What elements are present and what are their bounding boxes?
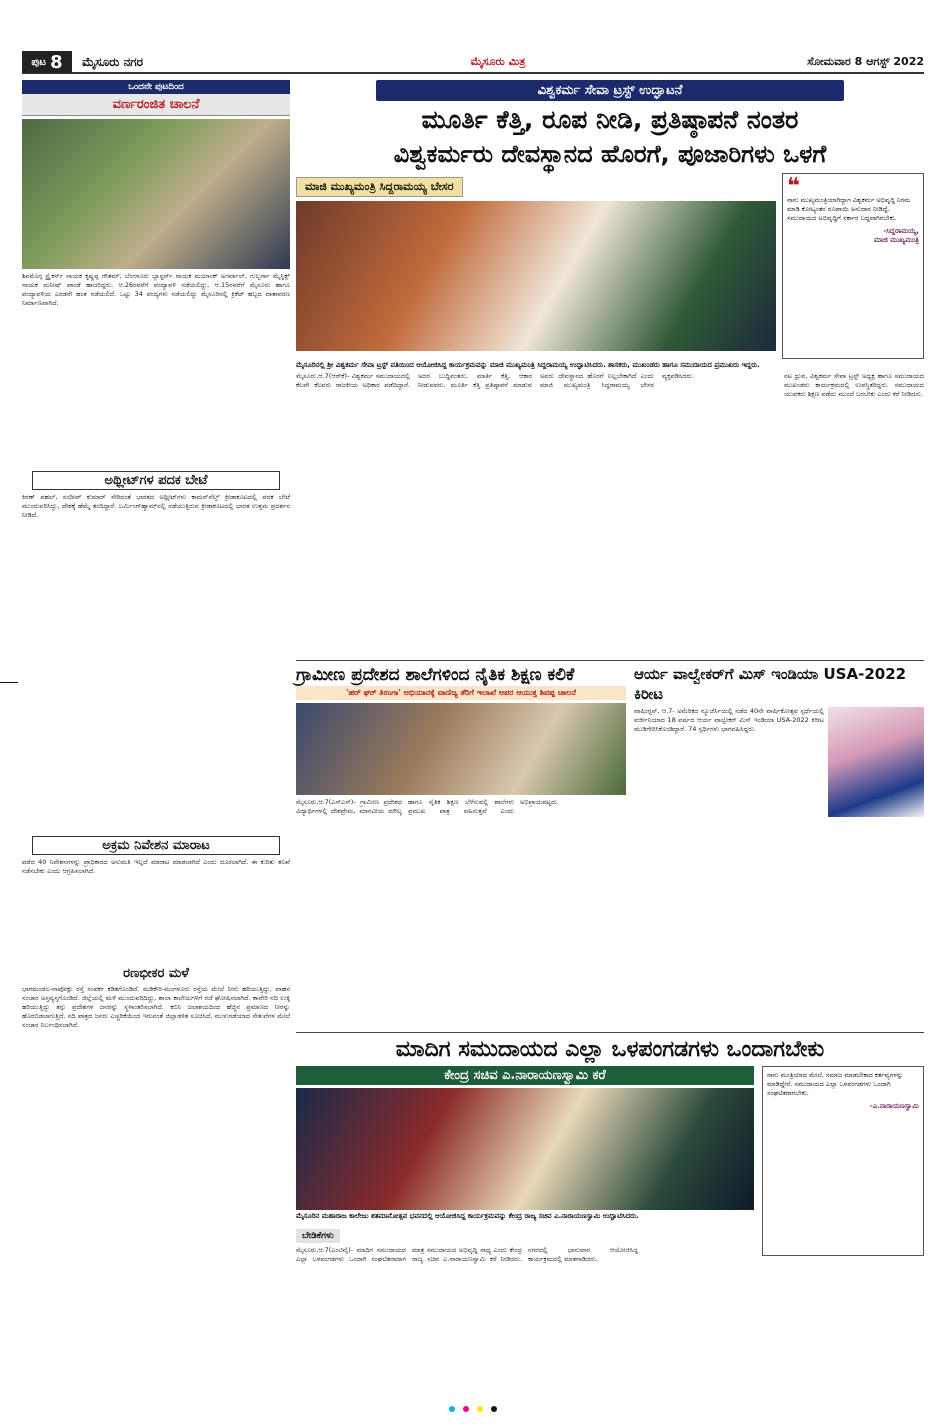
paper-name: ಮೈಸೂರು ಮಿತ್ರ	[470, 55, 526, 68]
left-text-4: ಭಾಗಮಂಡಲ-ನಾಪೋಕ್ಲು ರಸ್ತೆ ಸಂಪರ್ಕ ಕಡಿತಗೊಂಡಿದೆ. ಮಡಿಕೇರಿ-ಮಂಗಳೂರು ರಸ್ತೆಯ ಮೇಲೆ ನೀರು ಹರಿಯುತ್ತಿದ್ದು, ವಾಹನ ಸಂಚಾರ ಅಸ್ತವ್ಯಸ್ತಗೊಂಡಿದೆ. ಜಿಲ್ಲೆಯಲ್ಲಿ ಮಳೆ ಮುಂದುವರಿದಿದ್ದು, ಶಾಲಾ ಕಾಲೇಜುಗಳಿಗೆ ರಜೆ ಘೋಷಿಸಲಾಗಿದೆ. ಕಾವೇರಿ ನದಿ ಉಕ್ಕಿ ಹರಿಯುತ್ತಿದ್ದು ತಗ್ಗು ಪ್ರದೇಶಗಳ ಜನರನ್ನು ಸ್ಥಳಾಂತರಿಸಲಾಗಿದೆ. ಕಬಿನಿ ಜಲಾಶಯದಿಂದ ಹೆಚ್ಚಿನ ಪ್ರಮಾಣದ ನೀರನ್ನು ಹೊರಬಿಡಲಾಗುತ್ತಿದೆ. ನದಿ ಪಾತ್ರದ ಜನರು ಎಚ್ಚರಿಕೆಯಿಂದ ಇರುವಂತೆ ಜಿಲ್ಲಾಡಳಿತ ಸೂಚಿಸಿದೆ. ಮುಳುಗಡೆಯಾದ ಸೇತುವೆಗಳ ಮೇಲೆ ಸಂಚಾರ ನಿರ್ಬಂಧಿಸಲಾಗಿದೆ.	[22, 985, 290, 1029]
magenta-dot-icon	[463, 1406, 469, 1412]
event-stage-photo	[296, 1088, 754, 1210]
page-tag	[22, 51, 72, 73]
story4-quote-text: ನಾನು ಮಂತ್ರಿಯಾದ ಮೇಲೆ, ಸಮಾಜ ಮಾಡಬೇಕಾದ ಕರ್ತವ್ಯಗಳನ್ನು ಮಾಡಿದ್ದೇನೆ. ಸಮುದಾಯದ ಎಲ್ಲಾ ಒಳಪಂಗಡಗಳು ಒಂದಾಗಿ ಸಂಘಟಿತರಾಗಬೇಕು.	[767, 1071, 904, 1097]
story4-quote-box	[762, 1066, 924, 1256]
quote-box	[782, 173, 924, 359]
left-subhead-3: ರಣಭೀಕರ ಮಳೆ	[123, 966, 189, 981]
main-headline-line1: ಮೂರ್ತಿ ಕೆತ್ತಿ, ರೂಪ ನೀಡಿ, ಪ್ರತಿಷ್ಠಾಪನೆ ನಂತರ	[421, 105, 799, 134]
story3-headline: ಆರ್ಯ ವಾಲ್ವೇಕರ್‌ಗೆ ಮಿಸ್ ಇಂಡಿಯಾ USA-2022 ಕಿರೀಟ	[634, 665, 907, 703]
cricket-photo	[22, 119, 290, 269]
left-text-3: ಪಡೆದ 40 ನಿವೇಶನಗಳನ್ನು ಪ್ರಾಧಿಕಾರದ ಅನುಮತಿ ಇಲ್ಲದೆ ಮಾರಾಟ ಮಾಡಲಾಗಿದೆ ಎಂದು ದೂರಲಾಗಿದೆ. ಈ ಕುರಿತು ತನಿಖೆ ನಡೆಸಬೇಕು ಎಂದು ಆಗ್ರಹಿಸಲಾಗಿದೆ.	[22, 858, 290, 875]
margin-tick	[0, 682, 18, 683]
page-number: 8	[50, 51, 63, 73]
story4-headline: ಮಾದಿಗ ಸಮುದಾಯದ ಎಲ್ಲಾ ಒಳಪಂಗಡಗಳು ಒಂದಾಗಬೇಕು	[395, 1037, 825, 1062]
quote-mark-icon: ❝	[787, 174, 800, 199]
section-name: ಮೈಸೂರು ನಗರ	[82, 54, 144, 69]
cyan-dot-icon	[449, 1406, 455, 1412]
story2-headline: ಗ್ರಾಮೀಣ ಪ್ರದೇಶದ ಶಾಲೆಗಳಿಂದ ನೈತಿಕ ಶಿಕ್ಷಣ ಕಲಿಕೆ	[296, 665, 575, 685]
left-text-1: ಶಿವಮೊಗ್ಗ ಸ್ಟ್ರೈಕರ್ಸ್ ನಾಯಕ ಕೃಷ್ಣಪ್ಪ ಗೌತಮ್, ಬೆಂಗಳೂರು ಬ್ಲಾಸ್ಟರ್ಸ್ ನಾಯಕ ಮಯಾಂಕ್ ಅಗರ್ವಾಲ್, ಗುಲ್ಬರ್ಗಾ ಮೈಸ್ಟಿಕ್ಸ್ ನಾಯಕ ಮನೀಷ್ ಪಾಂಡೆ ಹಾಜರಿದ್ದರು. ಆ.26ರವರೆಗೆ ಪಂದ್ಯಾವಳಿ ನಡೆಯಲಿದ್ದು, ಆ.15ರವರೆಗೆ ಮೈಸೂರು ಹಾಗೂ ಪಂದ್ಯಾವಳಿಯ ಎರಡನೇ ಹಂತ ನಡೆಯಲಿದೆ. ಒಟ್ಟು 34 ಪಂದ್ಯಗಳು ನಡೆಯಲಿದ್ದು ಮೈಸೂರಿನಲ್ಲಿ ಕ್ರಿಕೆಟ್ ಹಬ್ಬದ ವಾತಾವರಣ ನಿರ್ಮಾಣವಾಗಿದೆ.	[22, 272, 290, 307]
main-kicker: ವಿಶ್ವಕರ್ಮ ಸೇವಾ ಟ್ರಸ್ಟ್ ಉದ್ಘಾಟನೆ	[376, 80, 844, 101]
quote-signature-name: -ಸಿದ್ದರಾಮಯ್ಯ,	[883, 227, 919, 235]
story2-strap: 'ಹರ್ ಘರ್ ತಿರಂಗಾ' ಅಭಿಯಾನಕ್ಕೆ ವಾಣಿಜ್ಯ ತೆರಿಗೆ ಇಲಾಖೆ ಅಪರ ಆಯುಕ್ತ ಶಿವಪ್ಪ ಚಾಲನೆ	[296, 686, 626, 700]
main-story-text: ಮೈಸೂರು,ಆ.7(ಆರ್‌ಕೆ)- ವಿಶ್ವಕರ್ಮ ಸಮುದಾಯದಲ್ಲಿ ಕೆಲವೇ ಕೆಲವರು ರಾಜಕೀಯ ಅಧಿಕಾರ ಪಡೆದಿದ್ದಾರೆ. ಅದರ ಬುದ್ಧಿವಂತರು, ಮಾರ್ತಿ ಕೆತ್ತಿ, ಆಕಾರ ನೀಡುವವರು. ಮೂರ್ತಿ ಕೆತ್ತಿ ಪ್ರತಿಷ್ಠಾಪನೆ ಮಾಡುವ ಅವರು ದೇವಸ್ಥಾನದ ಹೊರಗೆ ನಿಲ್ಲಬೇಕಾಗಿದೆ ಎಂದು ಮಾಜಿ ಮುಖ್ಯಮಂತ್ರಿ ಸಿದ್ದರಾಮಯ್ಯ ಬೇಸರ ವ್ಯಕ್ತಪಡಿಸಿದರು.	[296, 372, 695, 389]
main-headline-line2: ವಿಶ್ವಕರ್ಮರು ದೇವಸ್ಥಾನದ ಹೊರಗೆ, ಪೂಜಾರಿಗಳು ಒಳಗೆ	[393, 140, 827, 168]
story4-quote-signature: -ಎ.ನಾರಾಯಣಸ್ವಾಮಿ	[869, 1102, 919, 1110]
masthead	[22, 52, 924, 74]
left-kicker: ಒಂದನೇ ಪುಟದಿಂದ	[22, 80, 290, 94]
left-text-2: ಕಿರಣ್ ಪಹಲ್, ಸಂದೀಪ್ ಕುಮಾರ್ ಸೇರಿದಂತೆ ಭಾರತದ ಅಥ್ಲೀಟ್‌ಗಳು ಕಾಮನ್‌ವೆಲ್ತ್ ಕ್ರೀಡಾಕೂಟದಲ್ಲಿ ಪದಕ ಬೇಟೆ ಮುಂದುವರಿಸಿದ್ದು, ದೇಶಕ್ಕೆ ಹೆಮ್ಮೆ ತಂದಿದ್ದಾರೆ. ಬರ್ಮಿಂಗ್‌ಹ್ಯಾಮ್‌ನಲ್ಲಿ ನಡೆಯುತ್ತಿರುವ ಕ್ರೀಡಾಕೂಟದಲ್ಲಿ ಭಾರತ ಉತ್ತಮ ಪ್ರದರ್ಶನ ನೀಡಿದೆ.	[22, 493, 290, 519]
left-subhead-1: ಅಥ್ಲೀಟ್‌ಗಳ ಪದಕ ಬೇಟೆ	[32, 471, 280, 490]
event-photo	[296, 201, 776, 351]
story2-text: ಮೈಸೂರು,ಆ.7(ಎಸ್‌ಎಸ್‌)- ಗ್ರಾಮೀಣ ಪ್ರದೇಶದ ವಿದ್ಯಾರ್ಥಿಗಳಲ್ಲಿ ದೇಶಪ್ರೇಮ, ಮಾನವೀಯ ಮೌಲ್ಯ ಹಾಗೂ ನೈತಿಕ ಶಿಕ್ಷಣ ಬೆಳೆಸುವಲ್ಲಿ ಶಾಲೆಗಳು ಪ್ರಮುಖ ಪಾತ್ರ ವಹಿಸುತ್ತವೆ ಎಂದು ಅಭಿಪ್ರಾಯಪಟ್ಟರು.	[296, 798, 559, 815]
story4-strap: ಕೇಂದ್ರ ಸಚಿವ ಎ.ನಾರಾಯಣಸ್ವಾಮಿ ಕರೆ	[296, 1066, 754, 1085]
issue-date: ಸೋಮವಾರ 8 ಆಗಸ್ಟ್ 2022	[807, 55, 924, 68]
miss-india-photo	[828, 707, 924, 817]
page-label: ಪುಟ	[31, 56, 47, 68]
story3-text: ವಾಷಿಂಗ್ಟನ್, ಆ.7- ಅಮೆರಿಕದ ನ್ಯೂಜೆರ್ಸಿಯಲ್ಲಿ ನಡೆದ 40ನೇ ವಾರ್ಷಿಕೋತ್ಸವ ಸ್ಪರ್ಧೆಯಲ್ಲಿ ವರ್ಜೀನಿಯಾದ 18 ವರ್ಷದ ಆರ್ಯ ವಾಲ್ವೇಕರ್ ಮಿಸ್ ಇಂಡಿಯಾ USA-2022 ಕಿರೀಟ ಮುಡಿಗೇರಿಸಿಕೊಂಡಿದ್ದಾರೆ. 74 ಸ್ಪರ್ಧಿಗಳು ಭಾಗವಹಿಸಿದ್ದರು.	[634, 707, 824, 733]
notice-title: ಬೇಡಿಕೆಗಳು	[296, 1229, 340, 1243]
left-subhead-2: ಅಕ್ರಮ ನಿವೇಶನ ಮಾರಾಟ	[32, 836, 280, 855]
left-title: ವರ್ಣರಂಜಿತ ಚಾಲನೆ	[22, 94, 290, 116]
black-dot-icon	[491, 1406, 497, 1412]
left-column	[22, 80, 290, 1400]
right-column	[296, 80, 924, 1400]
school-photo	[296, 703, 626, 795]
event-photo-caption: ಮೈಸೂರಿನಲ್ಲಿ ಶ್ರೀ ವಿಶ್ವಕರ್ಮ ಸೇವಾ ಟ್ರಸ್ಟ್ ವತಿಯಿಂದ ಆಯೋಜಿಸಿದ್ದ ಕಾರ್ಯಕ್ರಮವನ್ನು ಮಾಜಿ ಮುಖ್ಯಮಂತ್ರಿ ಸಿದ್ದರಾಮಯ್ಯ ಉದ್ಘಾಟಿಸಿದರು. ಶಾಸಕರು, ಮುಖಂಡರು ಹಾಗೂ ಸಮುದಾಯದ ಪ್ರಮುಖರು ಇದ್ದರು.	[296, 361, 760, 369]
print-color-marks	[0, 1406, 945, 1412]
quote-signature-title: ಮಾಜಿ ಮುಖ್ಯಮಂತ್ರಿ	[874, 236, 919, 244]
story4-text: ಮೈಸೂರು,ಆ.7(ಎಂಟಿವೈ)- ಮಾದಿಗ ಸಮುದಾಯದ ಎಲ್ಲಾ ಒಳಪಂಗಡಗಳು ಒಂದಾಗಿ ಸಂಘಟಿತರಾದಾಗ ಮಾತ್ರ ಸಮುದಾಯದ ಅಭಿವೃದ್ಧಿ ಸಾಧ್ಯ ಎಂದು ಕೇಂದ್ರ ರಾಜ್ಯ ಸಚಿವ ಎ.ನಾರಾಯಣಸ್ವಾಮಿ ಕರೆ ನೀಡಿದರು. ನಗರದಲ್ಲಿ ಭಾನುವಾರ ಆಯೋಜಿಸಿದ್ದ ಕಾರ್ಯಕ್ರಮದಲ್ಲಿ ಮಾತನಾಡಿದರು.	[296, 1246, 638, 1263]
yellow-dot-icon	[477, 1406, 483, 1412]
main-subbar: ಮಾಜಿ ಮುಖ್ಯಮಂತ್ರಿ ಸಿದ್ದರಾಮಯ್ಯ ಬೇಸರ	[296, 177, 463, 197]
main-right-text: ನಟ ಧ್ರುವ, ವಿಶ್ವಕರ್ಮ ಸೇವಾ ಟ್ರಸ್ಟ್ ಅಧ್ಯಕ್ಷ ಹಾಗೂ ಸಮುದಾಯದ ಮುಖಂಡರು ಕಾರ್ಯಕ್ರಮದಲ್ಲಿ ಉಪಸ್ಥಿತರಿದ್ದರು. ಸಮುದಾಯದ ಯುವಕರು ಶಿಕ್ಷಣ ಪಡೆದು ಮುಂದೆ ಬರಬೇಕು ಎಂದು ಕರೆ ನೀಡಿದರು.	[784, 372, 924, 398]
quote-text: ನಾನು ಮುಖ್ಯಮಂತ್ರಿಯಾಗಿದ್ದಾಗ ವಿಶ್ವಕರ್ಮ ಅಭಿವೃದ್ಧಿ ನಿಗಮ ಮಾಡಿ ಕೋಟ್ಯಂತರ ರೂಪಾಯಿ ಅನುದಾನ ನೀಡಿದ್ದೆ. ಸಮುದಾಯದ ಅಭಿವೃದ್ಧಿಗೆ ಸರ್ಕಾರ ಬದ್ಧವಾಗಿರಬೇಕು.	[787, 196, 911, 222]
story4-caption: ಮೈಸೂರಿನ ಮಹಾರಾಜ ಕಾಲೇಜು ಶತಮಾನೋತ್ಸವ ಭವನದಲ್ಲಿ ಆಯೋಜಿಸಿದ್ದ ಕಾರ್ಯಕ್ರಮವನ್ನು ಕೇಂದ್ರ ರಾಜ್ಯ ಸಚಿವ ಎ.ನಾರಾಯಣಸ್ವಾಮಿ ಉದ್ಘಾಟಿಸಿದರು.	[296, 1212, 639, 1220]
